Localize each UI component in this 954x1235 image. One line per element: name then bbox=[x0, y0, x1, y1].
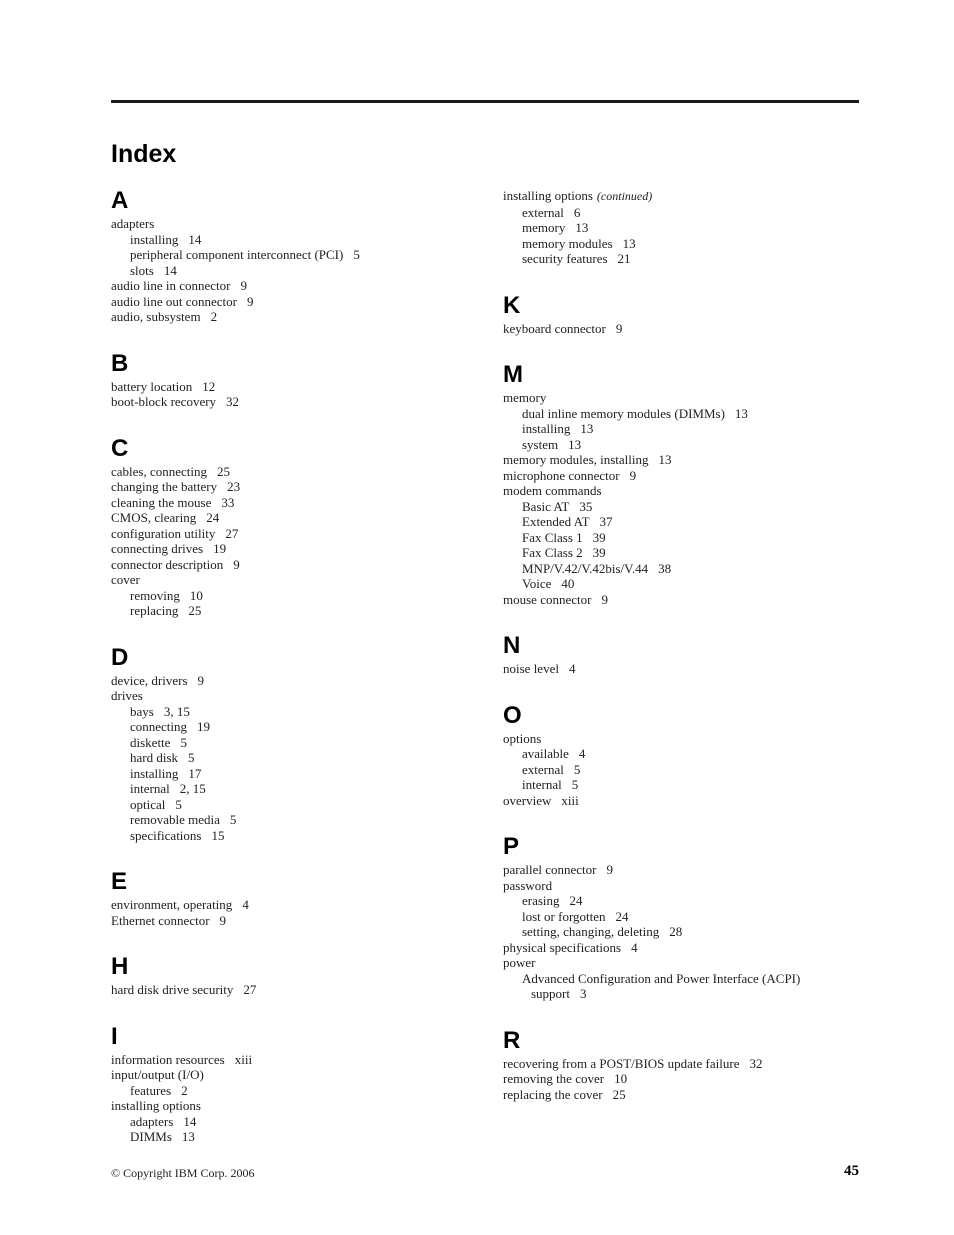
entry-term: input/output (I/O) bbox=[111, 1067, 204, 1082]
entry-term: Fax Class 2 bbox=[522, 545, 583, 560]
index-subentry bbox=[503, 576, 859, 592]
entry-term: slots bbox=[130, 262, 154, 278]
entry-term: installing bbox=[522, 421, 571, 436]
entry-term: memory modules bbox=[522, 235, 613, 251]
index-subentry bbox=[503, 514, 859, 530]
entry-term: connecting drives bbox=[111, 541, 204, 556]
index-subentry bbox=[503, 909, 859, 925]
index-section-r bbox=[503, 1026, 859, 1103]
section-letter: R bbox=[503, 1026, 521, 1054]
section-letter: A bbox=[111, 187, 129, 214]
index-entry bbox=[503, 955, 859, 971]
entry-term: Ethernet connector bbox=[111, 912, 210, 928]
entry-term: erasing bbox=[522, 893, 560, 908]
entry-term: diskette bbox=[130, 734, 171, 750]
entry-page-ref: 13 bbox=[575, 220, 589, 235]
page-number: 45 bbox=[844, 1163, 859, 1179]
entry-page-ref: xiii bbox=[234, 1051, 253, 1067]
entry-term: mouse connector bbox=[503, 591, 592, 607]
entry-term: setting, changing, deleting bbox=[522, 924, 660, 939]
section-letter: D bbox=[111, 643, 129, 671]
entry-term: audio line in connector bbox=[111, 278, 231, 293]
entry-term: audio line out connector bbox=[111, 293, 237, 309]
entry-page-ref: 19 bbox=[213, 541, 227, 556]
index-entry bbox=[111, 479, 481, 495]
entry-term: information resources bbox=[111, 1051, 225, 1067]
entry-page-ref: 3 bbox=[580, 986, 587, 1001]
entry-page-ref: 9 bbox=[247, 293, 254, 309]
entry-term: modem commands bbox=[503, 483, 602, 498]
index-subentry bbox=[111, 735, 481, 751]
entry-term: Fax Class 1 bbox=[522, 529, 583, 545]
entry-page-ref: 25 bbox=[612, 1086, 626, 1102]
entry-term: dual inline memory modules (DIMMs) bbox=[522, 405, 725, 421]
index-entry bbox=[503, 592, 859, 608]
index-section-n bbox=[503, 631, 859, 677]
entry-page-ref: 5 bbox=[353, 247, 360, 262]
index-entry bbox=[503, 862, 859, 878]
entry-page-ref: 15 bbox=[211, 827, 225, 843]
index-entry bbox=[503, 321, 859, 337]
index-subentry bbox=[111, 812, 481, 828]
index-entry bbox=[503, 452, 859, 468]
entry-term: replacing bbox=[130, 603, 179, 618]
index-entry bbox=[111, 982, 481, 998]
entry-page-ref: 24 bbox=[206, 510, 220, 525]
entry-term: installing options bbox=[111, 1098, 201, 1113]
index-subentry bbox=[503, 499, 859, 515]
entry-page-ref: 6 bbox=[573, 204, 581, 220]
entry-page-ref: 13 bbox=[568, 436, 582, 452]
index-entry bbox=[111, 1067, 481, 1083]
entry-page-ref: 2 bbox=[181, 1082, 188, 1098]
entry-term: internal bbox=[522, 777, 562, 792]
entry-page-ref: 28 bbox=[669, 924, 683, 939]
entry-term: removing bbox=[130, 587, 180, 603]
entry-page-ref: 32 bbox=[226, 394, 240, 409]
section-letter: E bbox=[111, 868, 128, 895]
index-section-c bbox=[111, 434, 481, 619]
index-entry bbox=[111, 278, 481, 294]
entry-page-ref: 24 bbox=[615, 908, 629, 924]
entry-page-ref: 13 bbox=[580, 421, 594, 436]
index-section-d bbox=[111, 643, 481, 844]
entry-term: security features bbox=[522, 251, 608, 266]
page-title: Index bbox=[111, 140, 177, 168]
index-entry bbox=[503, 1056, 859, 1072]
entry-page-ref: 19 bbox=[197, 719, 211, 734]
index-section-o bbox=[503, 701, 859, 809]
index-entry bbox=[111, 510, 481, 526]
entry-term: specifications bbox=[130, 827, 202, 843]
entry-term: overview bbox=[503, 792, 552, 808]
entry-term: Voice bbox=[522, 576, 552, 591]
index-subentry bbox=[111, 263, 481, 279]
entry-page-ref: 13 bbox=[734, 405, 748, 421]
index-entry bbox=[503, 483, 859, 499]
entry-term: external bbox=[522, 761, 564, 777]
index-entry bbox=[111, 688, 481, 704]
index-subentry bbox=[111, 1114, 481, 1130]
index-entry bbox=[503, 731, 859, 747]
index-subentry bbox=[503, 205, 859, 221]
entry-page-ref: 33 bbox=[221, 494, 235, 510]
index-entry bbox=[111, 464, 481, 480]
index-subentry bbox=[503, 530, 859, 546]
index-entry bbox=[503, 390, 859, 406]
entry-page-ref: 12 bbox=[202, 378, 216, 394]
entry-page-ref: 40 bbox=[561, 576, 575, 591]
index-entry bbox=[111, 1098, 481, 1114]
section-letter: M bbox=[503, 361, 523, 388]
footer-copyright: © Copyright IBM Corp. 2006 bbox=[111, 1166, 255, 1180]
entry-page-ref: 21 bbox=[617, 251, 631, 266]
entry-page-ref: 9 bbox=[240, 278, 247, 293]
entry-page-ref: 10 bbox=[614, 1071, 628, 1086]
entry-term: installing options bbox=[503, 188, 593, 203]
index-entry bbox=[111, 897, 481, 913]
entry-term: Extended AT bbox=[522, 514, 590, 529]
entry-term: memory modules, installing bbox=[503, 452, 649, 467]
entry-page-ref: 38 bbox=[658, 560, 672, 576]
entry-term: available bbox=[522, 746, 569, 761]
entry-term: optical bbox=[130, 796, 166, 812]
index-subentry bbox=[111, 719, 481, 735]
index-entry bbox=[111, 495, 481, 511]
entry-page-ref: 2 bbox=[210, 309, 218, 324]
entry-term: drives bbox=[111, 688, 143, 703]
index-subentry bbox=[111, 766, 481, 782]
index-entry bbox=[503, 468, 859, 484]
index-entry bbox=[503, 661, 859, 677]
entry-page-ref: 2, 15 bbox=[179, 781, 206, 796]
entry-term: installing bbox=[130, 231, 179, 247]
index-subentry bbox=[111, 1083, 481, 1099]
entry-page-ref: 3, 15 bbox=[163, 703, 190, 719]
entry-term: memory bbox=[503, 390, 547, 405]
index-entry bbox=[111, 541, 481, 557]
entry-term: adapters bbox=[130, 1113, 174, 1129]
index-subentry bbox=[111, 750, 481, 766]
entry-term: power bbox=[503, 955, 536, 970]
entry-term: cables, connecting bbox=[111, 463, 208, 479]
section-letter: K bbox=[503, 291, 521, 319]
top-rule bbox=[111, 100, 859, 103]
entry-term: features bbox=[130, 1082, 172, 1098]
entry-term: hard disk drive security bbox=[111, 982, 234, 997]
entry-term: Basic AT bbox=[522, 498, 570, 514]
entry-page-ref: 17 bbox=[188, 765, 202, 781]
entry-page-ref: 37 bbox=[599, 514, 613, 529]
entry-page-ref: 14 bbox=[188, 231, 202, 247]
entry-term: removable media bbox=[130, 812, 220, 827]
entry-page-ref: 9 bbox=[606, 862, 613, 877]
entry-page-ref: 13 bbox=[181, 1129, 195, 1144]
entry-page-ref: 25 bbox=[188, 603, 202, 618]
entry-page-ref: 5 bbox=[188, 750, 195, 765]
index-subentry bbox=[503, 406, 859, 422]
index-entry bbox=[111, 572, 481, 588]
entry-term: CMOS, clearing bbox=[111, 510, 197, 525]
entry-term: recovering from a POST/BIOS update failure bbox=[503, 1055, 740, 1071]
entry-term: DIMMs bbox=[130, 1129, 172, 1144]
index-subentry bbox=[503, 762, 859, 778]
entry-term: environment, operating bbox=[111, 897, 233, 912]
entry-term: removing the cover bbox=[503, 1071, 605, 1086]
section-letter: N bbox=[503, 632, 521, 659]
index-column-left bbox=[111, 186, 481, 1169]
continued-section bbox=[503, 186, 859, 267]
index-subentry bbox=[503, 421, 859, 437]
index-subentry bbox=[503, 236, 859, 252]
entry-term: cleaning the mouse bbox=[111, 494, 212, 510]
entry-page-ref: 5 bbox=[175, 796, 182, 812]
entry-page-ref: 24 bbox=[569, 893, 583, 908]
index-column-right bbox=[503, 186, 859, 1126]
index-subentry bbox=[503, 220, 859, 236]
entry-term: password bbox=[503, 877, 553, 893]
index-entry bbox=[503, 878, 859, 894]
index-entry bbox=[503, 793, 859, 809]
index-entry bbox=[111, 913, 481, 929]
entry-term: changing the battery bbox=[111, 479, 218, 494]
index-section-p bbox=[503, 832, 859, 1002]
section-letter: B bbox=[111, 349, 129, 377]
entry-page-ref: 9 bbox=[219, 912, 227, 928]
index-subentry bbox=[111, 781, 481, 797]
entry-page-ref: 5 bbox=[229, 812, 237, 827]
continued-entries bbox=[503, 205, 859, 267]
entry-term: external bbox=[522, 204, 564, 220]
index-entry bbox=[111, 557, 481, 573]
entry-page-ref: 9 bbox=[601, 591, 608, 607]
index-subentry bbox=[111, 1129, 481, 1145]
entry-page-ref: 14 bbox=[163, 262, 177, 278]
entry-page-ref: 5 bbox=[573, 761, 581, 777]
entry-page-ref: 39 bbox=[592, 529, 606, 545]
index-entry bbox=[503, 940, 859, 956]
index-section-k bbox=[503, 291, 859, 337]
entry-term: peripheral component interconnect (PCI) bbox=[130, 247, 344, 262]
index-subentry bbox=[503, 971, 859, 987]
index-entry bbox=[111, 394, 481, 410]
index-entry bbox=[111, 526, 481, 542]
index-subentry bbox=[503, 924, 859, 940]
entry-page-ref: 9 bbox=[615, 320, 623, 336]
section-letter: P bbox=[503, 833, 520, 860]
entry-term: audio, subsystem bbox=[111, 309, 201, 324]
index-entry bbox=[111, 379, 481, 395]
index-subentry bbox=[503, 561, 859, 577]
index-subentry bbox=[503, 986, 859, 1002]
entry-term: replacing the cover bbox=[503, 1086, 603, 1102]
entry-page-ref: 25 bbox=[217, 463, 231, 479]
entry-term: options bbox=[503, 730, 542, 746]
index-section-e bbox=[111, 867, 481, 928]
entry-page-ref: 32 bbox=[749, 1055, 763, 1071]
entry-term: adapters bbox=[111, 216, 155, 231]
entry-term: keyboard connector bbox=[503, 320, 606, 336]
entry-term: internal bbox=[130, 781, 170, 796]
entry-term: bays bbox=[130, 703, 154, 719]
index-section-i bbox=[111, 1022, 481, 1145]
entry-page-ref: 5 bbox=[180, 734, 187, 750]
entry-page-ref: 13 bbox=[622, 235, 636, 251]
section-letter: O bbox=[503, 701, 522, 729]
entry-page-ref: 10 bbox=[189, 587, 203, 603]
index-entry bbox=[111, 216, 481, 232]
entry-page-ref: xiii bbox=[561, 792, 579, 808]
entry-page-ref: 39 bbox=[592, 545, 606, 560]
entry-term: memory bbox=[522, 220, 566, 235]
index-subentry bbox=[111, 828, 481, 844]
section-letter: H bbox=[111, 953, 129, 980]
index-subentry bbox=[503, 777, 859, 793]
entry-page-ref: 14 bbox=[183, 1113, 197, 1129]
index-subentry bbox=[111, 247, 481, 263]
index-entry bbox=[503, 1087, 859, 1103]
entry-term: parallel connector bbox=[503, 862, 597, 877]
index-subentry bbox=[503, 893, 859, 909]
entry-page-ref: 4 bbox=[568, 661, 576, 676]
entry-term: boot-block recovery bbox=[111, 394, 217, 409]
index-subentry bbox=[111, 704, 481, 720]
index-subentry bbox=[111, 232, 481, 248]
entry-term: lost or forgotten bbox=[522, 908, 606, 924]
entry-page-ref: 23 bbox=[227, 479, 241, 494]
index-entry bbox=[111, 1052, 481, 1068]
entry-term: MNP/V.42/V.42bis/V.44 bbox=[522, 560, 649, 576]
index-subentry bbox=[111, 588, 481, 604]
index-entry bbox=[111, 673, 481, 689]
entry-term: noise level bbox=[503, 661, 559, 676]
entry-term: microphone connector bbox=[503, 467, 620, 483]
entry-term: physical specifications bbox=[503, 939, 622, 955]
entry-page-ref: 9 bbox=[197, 672, 205, 688]
index-subentry bbox=[503, 437, 859, 453]
index-section-a bbox=[111, 186, 481, 325]
index-section-m bbox=[503, 360, 859, 607]
entry-page-ref: 4 bbox=[578, 746, 586, 761]
entry-page-ref: 35 bbox=[579, 498, 593, 514]
index-entry bbox=[111, 309, 481, 325]
index-subentry bbox=[503, 545, 859, 561]
entry-term: battery location bbox=[111, 378, 193, 394]
entry-term: connector description bbox=[111, 556, 224, 572]
entry-term: connecting bbox=[130, 719, 188, 734]
index-subentry bbox=[111, 797, 481, 813]
entry-page-ref: 4 bbox=[631, 939, 638, 955]
entry-page-ref: 9 bbox=[629, 467, 637, 483]
index-section-h bbox=[111, 952, 481, 998]
entry-term: cover bbox=[111, 572, 140, 587]
entry-term: support bbox=[531, 986, 570, 1001]
index-entry bbox=[503, 188, 859, 205]
entry-page-ref: 5 bbox=[571, 777, 579, 792]
entry-term: hard disk bbox=[130, 750, 179, 765]
entry-page-ref: 9 bbox=[233, 556, 240, 572]
entry-term: device, drivers bbox=[111, 672, 188, 688]
entry-term: system bbox=[522, 436, 559, 452]
section-letter: C bbox=[111, 434, 129, 462]
entry-term: Advanced Configuration and Power Interface (ACPI) bbox=[522, 970, 801, 986]
entry-page-ref: 13 bbox=[658, 452, 672, 467]
index-entry bbox=[111, 294, 481, 310]
entry-page-ref: 27 bbox=[225, 525, 239, 541]
continued-note: (continued) bbox=[596, 189, 653, 203]
entry-term: configuration utility bbox=[111, 525, 216, 541]
entry-page-ref: 4 bbox=[242, 897, 249, 912]
section-letter: I bbox=[111, 1022, 118, 1050]
index-entry bbox=[503, 1071, 859, 1087]
index-subentry bbox=[503, 746, 859, 762]
index-subentry bbox=[111, 603, 481, 619]
index-subentry bbox=[503, 251, 859, 267]
index-section-b bbox=[111, 349, 481, 410]
entry-page-ref: 27 bbox=[243, 982, 257, 997]
entry-term: installing bbox=[130, 765, 179, 781]
